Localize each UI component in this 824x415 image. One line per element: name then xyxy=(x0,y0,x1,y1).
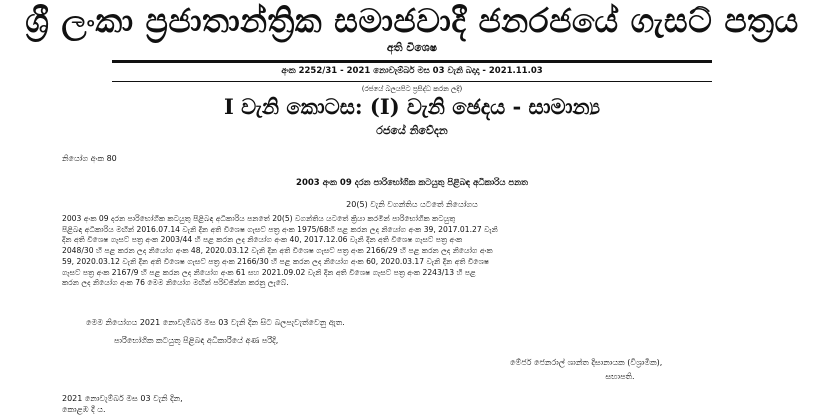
body-line: කරන ලද නියෝග අංක 76 මෙම නියෝග මඟින් පරිච්ඡින්න කරනු ලැබේ. xyxy=(62,278,289,288)
signer-title: සභාපති. xyxy=(605,372,635,381)
signer-name: මේජර් ජෙනරාල් ශාන්ත දිසානායක (විශ්‍රාමික), xyxy=(510,358,663,367)
act-title: 2003 අංක 09 දරන පාරිභෝගික කටයුතු පිළිබඳ අධිකාරිය පනත xyxy=(296,178,528,188)
part-subtitle: රජයේ නිවේදන xyxy=(376,124,448,137)
body-line: 2048/30 හි පළ කරන ලද නියෝග අංක 48, 2020.03.12 වැනි දින අති විශෙෂ ගැසට් පත්‍ර අංක 2166/29 හි පළ කරන ලද නියෝග අංක xyxy=(62,246,493,256)
body-line: 59, 2020.03.12 වැනි දින අති විශෙෂ ගැසට් පත්‍ර අංක 2166/30 හි පළ කරන ලද නියෝග අංක 60, 2020.03.17 වැනි දින අති විශෙෂ xyxy=(62,256,490,266)
extraordinary-label: අති විශෙෂ xyxy=(386,41,438,54)
part-title: I වැනි කොටස: (I) වැනි ඡෙදය - සාමාන්‍ය xyxy=(223,94,601,119)
signing-date: 2021 නොවැම්බර් මස 03 වැනි දින, xyxy=(62,394,183,403)
effective-date-line: මෙම නියෝගය 2021 නොවැම්බර් මස 03 වැනි දින සිට බලපැවැත්වෙනු ඇත. xyxy=(86,318,345,327)
issue-info-bar: අංක 2252/31 - 2021 නොවැම්බර් මස 03 වැනි බදාදා - 2021.11.03 xyxy=(112,60,712,82)
body-line: දින අති විශෙෂ ගැසට් පත්‍ර අංක 2003/44 හි පළ කරන ලද නියෝග අංක 40, 2017.12.06 වැනි දින අති විශෙෂ ගැසට් පත්‍ර අංක xyxy=(62,235,463,245)
body-line: 2003 අංක 09 දරන පාරිභෝගික කටයුතු පිළිබඳ අධිකාරිය පනතේ 20(5) වගන්තිය යටතේ ක්‍රියා කරමින් පාරිභෝගික කටයුතු xyxy=(62,214,456,223)
notice-number: නියෝග අංක 80 xyxy=(62,154,117,163)
signing-place: කොළඹ දී ය. xyxy=(62,405,106,414)
by-order-line: පාරිභෝගික කටයුතු පිළිබඳ අධිකාරියේ අණ පරිදි, xyxy=(114,336,279,345)
regulations-heading: 20(5) වැනි වගන්තිය යටතේ නියෝගය xyxy=(346,200,478,209)
body-line: ගැසට් පත්‍ර අංක 2167/9 හි පළ කරන ලද නියෝග අංක 61 සහ 2021.09.02 වැනි දින අති විශෙෂ ගැසට් පත්‍ර අංක 2243/13 හි පළ xyxy=(62,267,476,277)
gazette-masthead: ශ්‍රී ලංකා ප්‍රජාතාන්ත්‍රික සමාජවාදී ජනරජයේ ගැසට් පත්‍රය xyxy=(25,1,799,40)
notice-body xyxy=(62,214,767,289)
body-line: පිළිබඳ අධිකාරිය මඟින් 2016.07.14 වැනි දින අති විශෙෂ ගැසට් පත්‍ර අංක 1975/68හි පළ කරන ලද නියෝග අංක 39, 2017.01.27 වැනි xyxy=(62,224,498,234)
authority-note: (රජයේ බලයපිට ප්‍රසිද්ධ කරන ලදි) xyxy=(361,85,463,93)
